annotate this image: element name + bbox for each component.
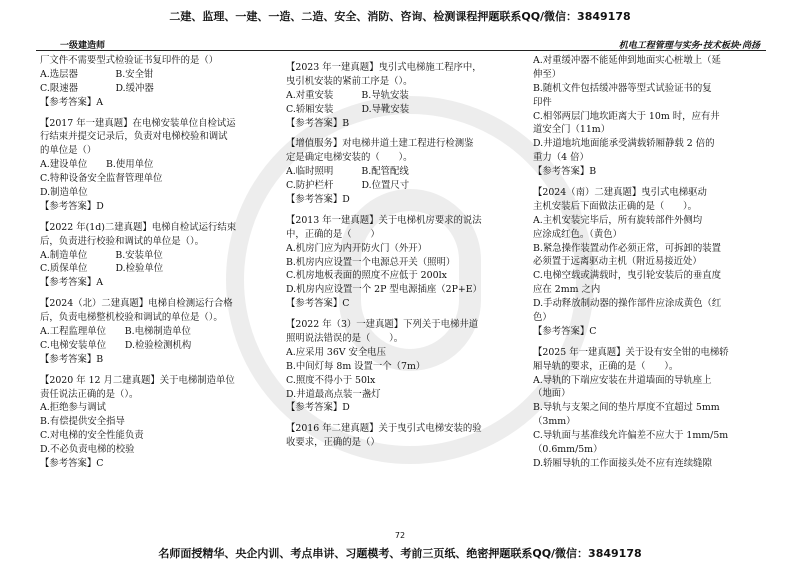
text-line: A.对重缓冲器不能延伸到地面实心桩墩上（延 bbox=[533, 55, 721, 66]
block-spacer bbox=[286, 54, 522, 61]
text-line: C.限速器 D.缓冲器 bbox=[40, 82, 154, 94]
text-line: B.中间灯每 8m 设置一个（7m） bbox=[286, 360, 426, 372]
text-line: 【参考答案】B bbox=[40, 353, 104, 365]
text-line: 后，负责电梯整机校验和调试的单位是（）。 bbox=[40, 312, 223, 324]
text-line: 的单位是（） bbox=[40, 145, 97, 157]
text-line: A.主机安装完毕后，所有旋转部件外侧均 bbox=[533, 214, 703, 226]
text-line: 后，负责进行校验和调试的单位是（）。 bbox=[40, 235, 205, 247]
text-line: 重力（4 倍） bbox=[533, 152, 589, 164]
text-line: 主机安装后下面做法正确的是（ ）。 bbox=[533, 200, 698, 212]
text-line: B.随机文件包括缓冲器等型式试验证书的复 bbox=[533, 82, 712, 94]
text-line: A.应采用 36V 安全电压 bbox=[286, 346, 387, 358]
text-line: C.机房地板表面的照度不应低于 200lx bbox=[286, 270, 447, 282]
text-line: D.轿厢导轨的工作面接头处不应有连续缝隙 bbox=[533, 457, 712, 469]
text-line: 【2013 年一建真题】关于电梯机房要求的说法 bbox=[286, 214, 482, 226]
text-line: 定是确定电梯安装的（ ）。 bbox=[286, 152, 413, 164]
block-spacer bbox=[533, 179, 769, 186]
text-line: C.电梯空载或满载时，曳引轮安装后的垂直度 bbox=[533, 270, 721, 282]
text-line: 【2017 年一建真题】在电梯安装单位自检试运 bbox=[40, 117, 236, 129]
header-left: 一级建造师 bbox=[60, 41, 106, 51]
text-line: 曳引机安装的紧前工序是（）。 bbox=[286, 75, 413, 87]
text-line: C.相邻两层门地坎距离大于 10m 时，应有井 bbox=[533, 110, 720, 122]
text-line: 【2016 年二建真题】关于曳引式电梯安装的验 bbox=[286, 423, 482, 435]
text-line: 【参考答案】C bbox=[286, 298, 350, 310]
text-line: A.制造单位 B.安装单位 bbox=[40, 249, 163, 261]
text-line: 色） bbox=[533, 312, 552, 324]
text-line: （0.6mm/5m） bbox=[533, 444, 603, 456]
block-spacer bbox=[40, 367, 276, 374]
text-line: 【参考答案】D bbox=[286, 194, 350, 206]
text-line: 道安全门（11m） bbox=[533, 124, 611, 136]
header-divider bbox=[36, 50, 766, 51]
text-line: A.工程监理单位 B.电梯制造单位 bbox=[40, 326, 191, 338]
text-line: 印件 bbox=[533, 96, 552, 108]
text-line: 【增值服务】对电梯井道土建工程进行检测鉴 bbox=[286, 138, 474, 150]
text-line: 【参考答案】D bbox=[286, 402, 350, 414]
text-line: 责任说法正确的是（）。 bbox=[40, 388, 139, 400]
text-line: （地面） bbox=[533, 388, 571, 400]
text-line: 应涂成红色。（黄色） bbox=[533, 228, 623, 240]
text-line: A.对重安装 B.导轨安装 bbox=[286, 89, 409, 101]
column-middle bbox=[286, 54, 522, 450]
text-line: D.井道最高点装一盏灯 bbox=[286, 388, 381, 400]
text-line: 【2023 年一建真题】曳引式电梯施工程序中， bbox=[286, 62, 482, 73]
block-spacer bbox=[286, 311, 522, 318]
text-line: B.紧急操作装置动作必须正常，可拆卸的装置 bbox=[533, 242, 721, 254]
text-line: 行结束并提交记录后，负责对电梯校验和调试 bbox=[40, 131, 228, 143]
header-right: 机电工程管理与实务·技术板块·尚扬 bbox=[618, 41, 760, 51]
text-line: 【2020 年 12 月二建真题】关于电梯制造单位 bbox=[40, 374, 235, 386]
text-line: 【2025 年一建真题】关于设有安全钳的电梯轿 bbox=[533, 346, 729, 358]
text-line: D.机房内应设置一个 2P 型电源插座（2P+E） bbox=[286, 284, 482, 296]
top-banner: 二建、监理、一建、一造、二造、安全、消防、咨询、检测课程押题联系QQ/微信：3849178 bbox=[169, 10, 631, 23]
text-line: A.建设单位 B.使用单位 bbox=[40, 159, 154, 171]
text-line: A.选层器 B.安全钳 bbox=[40, 68, 154, 80]
text-line: 【参考答案】C bbox=[40, 458, 104, 470]
text-line: A.导轨的下端应安装在井道墙面的导轨座上 bbox=[533, 374, 712, 386]
bottom-banner: 名师面授精华、央企内训、考点串讲、习题模考、考前三页纸、绝密押题联系QQ/微信：3849178 bbox=[158, 547, 642, 560]
column-left bbox=[40, 54, 276, 471]
text-line: 【参考答案】A bbox=[40, 96, 104, 108]
text-line: 照明说法错误的是（ ）。 bbox=[286, 333, 404, 345]
text-line: C.轿厢安装 D.导靴安装 bbox=[286, 103, 410, 115]
text-line: A.机房门应为内开防火门（外开） bbox=[286, 242, 428, 254]
text-line: 【参考答案】D bbox=[40, 200, 104, 212]
text-line: C.对电梯的安全性能负责 bbox=[40, 430, 144, 442]
text-line: 【参考答案】C bbox=[533, 325, 597, 337]
text-line: 【参考答案】B bbox=[533, 166, 597, 178]
text-line: C.导轨面与基准线允许偏差不应大于 1mm/5m bbox=[533, 430, 729, 442]
text-line: D.手动释放制动器的操作部件应涂成黄色（红 bbox=[533, 298, 722, 310]
text-line: 【2022 年(1d)二建真题】电梯自检试运行结束 bbox=[40, 221, 237, 233]
text-line: A.临时照明 B.配管配线 bbox=[286, 166, 409, 178]
text-line: B.机房内应设置一个电源总开关（照明） bbox=[286, 256, 456, 268]
text-line: D.制造单位 bbox=[40, 187, 88, 199]
block-spacer bbox=[286, 207, 522, 214]
text-line: C.质保单位 D.检验单位 bbox=[40, 263, 164, 275]
block-spacer bbox=[40, 290, 276, 297]
column-right bbox=[533, 54, 769, 471]
block-spacer bbox=[286, 130, 522, 137]
text-line: 【2024（南）二建真题】曳引式电梯驱动 bbox=[533, 187, 707, 199]
text-line: C.照度不得小于 50lx bbox=[286, 374, 376, 386]
block-spacer bbox=[286, 415, 522, 422]
block-spacer bbox=[533, 339, 769, 346]
text-line: 【2024（北）二建真题】电梯自检测运行合格 bbox=[40, 298, 233, 310]
text-line: 厢导轨的要求，正确的是（ ）。 bbox=[533, 360, 679, 372]
text-line: 伸至） bbox=[533, 68, 562, 80]
text-line: 【参考答案】A bbox=[40, 277, 104, 289]
text-line: C.特种设备安全监督管理单位 bbox=[40, 173, 163, 185]
block-spacer bbox=[40, 110, 276, 117]
text-line: 收要求，正确的是（） bbox=[286, 437, 380, 449]
text-line: 【2022 年（3）一建真题】下列关于电梯井道 bbox=[286, 319, 479, 331]
text-line: D.不必负责电梯的校验 bbox=[40, 444, 135, 456]
text-line: D.井道地坑地面能承受满载轿厢静载 2 倍的 bbox=[533, 138, 715, 150]
text-line: 必须置于远离驱动主机（附近易接近处） bbox=[533, 256, 702, 268]
text-line: 厂文件不需要型式检验证书复印件的是（） bbox=[40, 55, 219, 66]
text-line: C.防护栏杆 D.位置尺寸 bbox=[286, 180, 410, 192]
text-line: A.拒绝参与调试 bbox=[40, 402, 107, 414]
block-spacer bbox=[40, 214, 276, 221]
text-line: B.有偿提供安全指导 bbox=[40, 416, 125, 428]
text-line: C.电梯安装单位 D.检验检测机构 bbox=[40, 339, 192, 351]
text-line: B.导轨与支架之间的垫片厚度不宜超过 5mm bbox=[533, 402, 720, 414]
text-line: 应在 2mm 之内 bbox=[533, 284, 601, 296]
page-number: 72 bbox=[394, 531, 406, 540]
text-line: 中，正确的是（ ） bbox=[286, 228, 380, 240]
text-line: （3mm） bbox=[533, 416, 576, 428]
text-line: 【参考答案】B bbox=[286, 117, 350, 129]
